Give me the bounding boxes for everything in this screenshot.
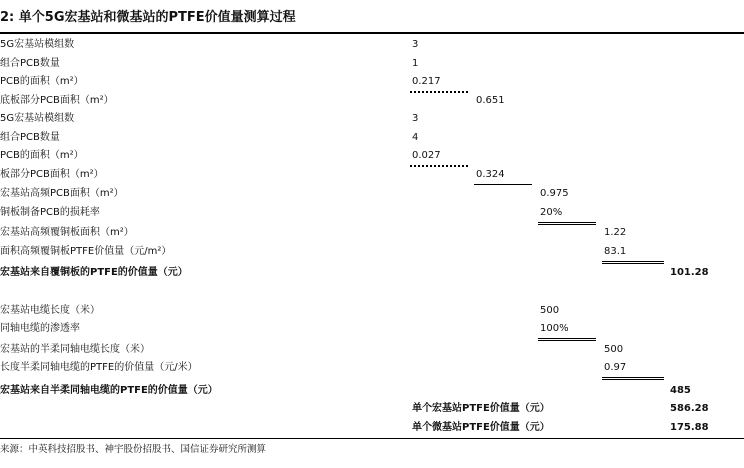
table-row [0, 302, 744, 320]
row-label: 宏基站来自半柔同轴电缆的PTFE的价值量（元） [0, 385, 218, 396]
value-cell: 0.975 [540, 188, 569, 199]
summary-label: 单个微基站PTFE价值量（元） [412, 422, 550, 433]
row-label: 宏基站的半柔同轴电缆长度（米） [0, 344, 150, 355]
table-row [0, 110, 744, 128]
row-label: 组合PCB数量 [0, 132, 60, 143]
value-cell: 0.651 [476, 95, 505, 106]
table-row [0, 382, 744, 400]
value-cell: 0.97 [602, 359, 664, 380]
summary-value: 586.28 [670, 403, 709, 414]
table-row [0, 166, 744, 184]
value-cell: 1.22 [604, 227, 627, 238]
row-label: 组合PCB数量 [0, 58, 60, 69]
value-cell: 0.324 [474, 166, 532, 185]
table-row [0, 224, 744, 242]
summary-value: 175.88 [670, 422, 709, 433]
row-label: 铜板制备PCB的损耗率 [0, 207, 100, 218]
row-label: PCB的面积（m²） [0, 150, 84, 161]
table-row [0, 243, 744, 261]
table-row [0, 92, 744, 110]
table-row [0, 147, 744, 165]
row-label: 面积高频覆铜板PTFE价值量（元/m²） [0, 246, 172, 257]
table-row [0, 204, 744, 222]
row-label: PCB的面积（m²） [0, 76, 84, 87]
row-label: 宏基站电缆长度（米） [0, 305, 100, 316]
summary-label: 单个宏基站PTFE价值量（元） [412, 403, 550, 414]
table-row [0, 55, 744, 73]
table-row [0, 185, 744, 203]
table-row [0, 264, 744, 282]
value-cell: 3 [412, 113, 419, 124]
table-row [0, 341, 744, 359]
value-cell: 485 [670, 385, 691, 396]
row-label: 5G宏基站模组数 [0, 39, 75, 50]
table-title: 2: 单个5G宏基站和微基站的PTFE价值量测算过程 [0, 10, 296, 25]
row-label: 宏基站来自覆铜板的PTFE的价值量（元） [0, 267, 188, 278]
row-label: 底板部分PCB面积（m²） [0, 95, 114, 106]
top-rule [0, 32, 744, 34]
bottom-rule [0, 438, 744, 439]
row-label: 板部分PCB面积（m²） [0, 169, 104, 180]
summary-row [0, 419, 744, 437]
source-note: 来源：中英科技招股书、神宇股份招股书、国信证券研究所测算 [0, 444, 267, 455]
table-row [0, 359, 744, 377]
value-cell: 0.027 [410, 147, 468, 167]
value-cell: 100% [538, 320, 596, 341]
row-label: 宏基站高频PCB面积（m²） [0, 188, 124, 199]
row-label: 长度半柔同轴电缆的PTFE的价值量（元/米） [0, 362, 198, 373]
value-cell: 83.1 [602, 243, 664, 264]
row-label: 宏基站高频覆铜板面积（m²） [0, 227, 134, 238]
table-row [0, 129, 744, 147]
row-label: 同轴电缆的渗透率 [0, 323, 80, 334]
value-cell: 101.28 [670, 267, 709, 278]
value-cell: 0.217 [410, 73, 468, 93]
table-row [0, 320, 744, 338]
summary-row [0, 400, 744, 418]
table-row [0, 73, 744, 91]
value-cell: 3 [412, 39, 419, 50]
value-cell: 20% [538, 204, 596, 225]
value-cell: 500 [540, 305, 560, 316]
row-label: 5G宏基站模组数 [0, 113, 75, 124]
value-cell: 500 [604, 344, 624, 355]
value-cell: 1 [412, 58, 419, 69]
value-cell: 4 [412, 132, 419, 143]
table-row [0, 36, 744, 54]
